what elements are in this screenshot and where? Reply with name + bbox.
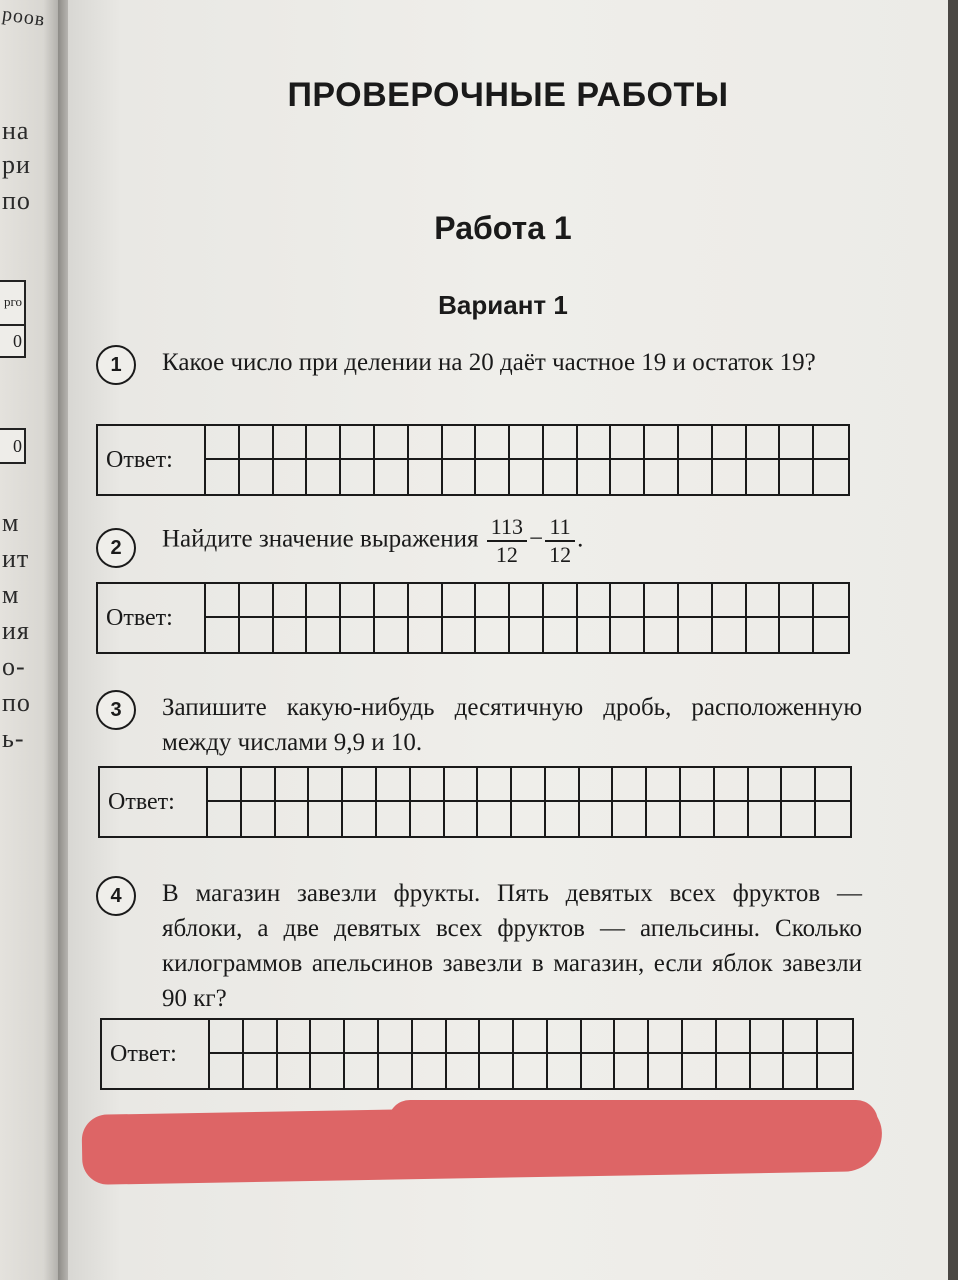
answer-cell[interactable]	[645, 618, 679, 652]
answer-cell[interactable]	[647, 768, 681, 802]
answer-cell[interactable]	[780, 584, 814, 618]
adjacent-page-fragment: ия	[2, 616, 30, 645]
answer-cell[interactable]	[578, 426, 612, 460]
answer-cell[interactable]	[818, 1054, 852, 1088]
answer-cell[interactable]	[544, 426, 578, 460]
answer-label: Ответ:	[102, 1020, 210, 1088]
page-title: ПРОВЕРОЧНЫЕ РАБОТЫ	[287, 76, 729, 114]
answer-cell[interactable]	[782, 768, 816, 802]
answer-cell[interactable]	[341, 426, 375, 460]
fraction-1	[487, 514, 527, 568]
answer-cell[interactable]	[784, 1020, 818, 1054]
answer-cell[interactable]	[683, 1054, 717, 1088]
answer-cell[interactable]	[476, 584, 510, 618]
answer-cell[interactable]	[713, 618, 747, 652]
answer-cell[interactable]	[375, 618, 409, 652]
task-text: В магазин завезли фрукты. Пять девятых всех фруктов — яблоки, а две девятых всех фруктов — апельсины. Сколько килограммов апельсинов завезли в магазин, если яблок завезли 90 кг?	[162, 880, 862, 1012]
variant-title: Вариант 1	[438, 290, 568, 320]
task-text	[162, 514, 862, 568]
answer-cell[interactable]	[240, 426, 274, 460]
answer-cell[interactable]	[582, 1054, 616, 1088]
adjacent-page-fragment: ит	[2, 544, 30, 573]
answer-cell[interactable]	[244, 1020, 278, 1054]
task-number-badge: 4	[96, 876, 136, 916]
answer-cell[interactable]	[814, 460, 848, 494]
adjacent-page-fragment: ри	[2, 150, 31, 179]
answer-cell[interactable]	[717, 1020, 751, 1054]
answer-cell[interactable]	[208, 768, 242, 802]
answer-cell[interactable]	[751, 1020, 785, 1054]
answer-cell[interactable]	[413, 1054, 447, 1088]
answer-cell[interactable]	[447, 1020, 481, 1054]
answer-cell[interactable]	[649, 1020, 683, 1054]
answer-cell[interactable]	[749, 768, 783, 802]
answer-cell[interactable]	[548, 1020, 582, 1054]
answer-cell[interactable]	[274, 618, 308, 652]
answer-cell[interactable]	[582, 1020, 616, 1054]
answer-cell[interactable]	[478, 768, 512, 802]
task-text-lead: Найдите значение выражения	[162, 525, 479, 553]
answer-cell[interactable]	[375, 460, 409, 494]
answer-cell[interactable]	[409, 584, 443, 618]
answer-cell[interactable]	[240, 584, 274, 618]
answer-cell[interactable]	[611, 584, 645, 618]
answer-cell[interactable]	[715, 802, 749, 836]
answer-cell[interactable]	[615, 1054, 649, 1088]
answer-cell[interactable]	[679, 426, 713, 460]
answer-cell[interactable]	[548, 1054, 582, 1088]
answer-cell[interactable]	[613, 802, 647, 836]
adjacent-page-fragment: рго	[0, 280, 26, 326]
answer-box-4	[100, 1018, 854, 1090]
answer-cell[interactable]	[341, 618, 375, 652]
answer-box-3	[98, 766, 852, 838]
answer-cell[interactable]	[717, 1054, 751, 1088]
answer-cell[interactable]	[611, 460, 645, 494]
answer-cell[interactable]	[443, 460, 477, 494]
answer-cell[interactable]	[747, 426, 781, 460]
answer-cells[interactable]	[208, 768, 850, 836]
answer-cell[interactable]	[611, 426, 645, 460]
answer-cell[interactable]	[276, 802, 310, 836]
answer-cell[interactable]	[377, 802, 411, 836]
answer-cell[interactable]	[480, 1020, 514, 1054]
answer-cell[interactable]	[307, 460, 341, 494]
answer-cell[interactable]	[679, 584, 713, 618]
fraction-numerator: 113	[487, 514, 527, 542]
answer-cell[interactable]	[206, 584, 240, 618]
adjacent-page-fragment: 0	[0, 428, 26, 464]
answer-cell[interactable]	[510, 618, 544, 652]
answer-cell[interactable]	[343, 768, 377, 802]
answer-cell[interactable]	[377, 768, 411, 802]
answer-cell[interactable]	[816, 802, 850, 836]
answer-cell[interactable]	[512, 768, 546, 802]
answer-cell[interactable]	[476, 618, 510, 652]
answer-cell[interactable]	[645, 460, 679, 494]
adjacent-page	[0, 0, 62, 1280]
answer-cell[interactable]	[244, 1054, 278, 1088]
answer-cell[interactable]	[375, 584, 409, 618]
answer-cell[interactable]	[713, 426, 747, 460]
adjacent-page-fragment: по	[2, 186, 31, 215]
redaction-mark	[388, 1100, 878, 1144]
answer-cell[interactable]	[309, 802, 343, 836]
answer-cell[interactable]	[379, 1020, 413, 1054]
answer-cell[interactable]	[611, 618, 645, 652]
answer-cell[interactable]	[645, 584, 679, 618]
answer-cell[interactable]	[409, 460, 443, 494]
answer-cell[interactable]	[510, 584, 544, 618]
answer-cell[interactable]	[747, 460, 781, 494]
answer-cell[interactable]	[445, 768, 479, 802]
answer-cell[interactable]	[309, 768, 343, 802]
answer-cell[interactable]	[480, 1054, 514, 1088]
answer-cell[interactable]	[647, 802, 681, 836]
fraction-numerator: 11	[545, 514, 575, 542]
answer-cell[interactable]	[242, 768, 276, 802]
answer-cell[interactable]	[476, 426, 510, 460]
answer-cell[interactable]	[780, 426, 814, 460]
answer-cell[interactable]	[445, 802, 479, 836]
answer-cell[interactable]	[276, 768, 310, 802]
answer-cell[interactable]	[747, 584, 781, 618]
answer-cell[interactable]	[679, 618, 713, 652]
answer-cell[interactable]	[206, 426, 240, 460]
answer-cells[interactable]	[206, 426, 848, 494]
answer-cell[interactable]	[747, 618, 781, 652]
task-number-badge: 3	[96, 690, 136, 730]
answer-box-2	[96, 582, 850, 654]
answer-cell[interactable]	[544, 584, 578, 618]
answer-cell[interactable]	[816, 768, 850, 802]
answer-cell[interactable]	[645, 426, 679, 460]
answer-cell[interactable]	[341, 584, 375, 618]
answer-cell[interactable]	[578, 618, 612, 652]
answer-cell[interactable]	[544, 460, 578, 494]
adjacent-page-fragment: ь-	[2, 724, 25, 753]
answer-cell[interactable]	[307, 618, 341, 652]
answer-cell[interactable]	[784, 1054, 818, 1088]
answer-cell[interactable]	[240, 460, 274, 494]
answer-cell[interactable]	[343, 802, 377, 836]
answer-cells[interactable]	[210, 1020, 852, 1088]
answer-cell[interactable]	[578, 460, 612, 494]
answer-cell[interactable]	[341, 460, 375, 494]
task-number-badge: 1	[96, 345, 136, 385]
answer-cell[interactable]	[379, 1054, 413, 1088]
answer-cell[interactable]	[208, 802, 242, 836]
answer-cell[interactable]	[242, 802, 276, 836]
answer-cell[interactable]	[345, 1020, 379, 1054]
answer-cell[interactable]	[447, 1054, 481, 1088]
answer-cell[interactable]	[307, 584, 341, 618]
answer-cell[interactable]	[780, 618, 814, 652]
worksheet-page	[68, 0, 948, 1280]
answer-cell[interactable]	[409, 618, 443, 652]
answer-cell[interactable]	[613, 768, 647, 802]
answer-cell[interactable]	[345, 1054, 379, 1088]
answer-cell[interactable]	[780, 460, 814, 494]
answer-cell[interactable]	[307, 426, 341, 460]
answer-cell[interactable]	[274, 460, 308, 494]
answer-cell[interactable]	[278, 1020, 312, 1054]
answer-cell[interactable]	[814, 618, 848, 652]
answer-cell[interactable]	[206, 460, 240, 494]
answer-cell[interactable]	[749, 802, 783, 836]
answer-cell[interactable]	[311, 1054, 345, 1088]
answer-cell[interactable]	[818, 1020, 852, 1054]
answer-cell[interactable]	[375, 426, 409, 460]
answer-cell[interactable]	[510, 460, 544, 494]
answer-cell[interactable]	[411, 802, 445, 836]
task-text: Запишите какую-нибудь десятичную дробь, расположенную между числами 9,9 и 10.	[162, 694, 862, 756]
answer-box-1	[96, 424, 850, 496]
answer-cell[interactable]	[580, 768, 614, 802]
answer-cell[interactable]	[578, 584, 612, 618]
answer-cell[interactable]	[210, 1020, 244, 1054]
answer-cell[interactable]	[681, 768, 715, 802]
adjacent-page-fragment: м	[2, 580, 20, 609]
work-title: Работа 1	[434, 210, 572, 246]
answer-cell[interactable]	[409, 426, 443, 460]
answer-cell[interactable]	[715, 768, 749, 802]
answer-cell[interactable]	[478, 802, 512, 836]
answer-label: Ответ:	[98, 584, 206, 652]
fraction-denominator: 12	[549, 542, 572, 567]
task-number-badge: 2	[96, 528, 136, 568]
answer-cell[interactable]	[512, 802, 546, 836]
answer-cell[interactable]	[443, 426, 477, 460]
minus-sign: −	[528, 525, 544, 553]
adjacent-page-fragment: по	[2, 688, 31, 717]
period: .	[577, 525, 584, 553]
answer-cell[interactable]	[274, 584, 308, 618]
answer-label: Ответ:	[98, 426, 206, 494]
answer-label: Ответ:	[100, 768, 208, 836]
adjacent-page-fragment: роов	[0, 3, 47, 31]
answer-cells[interactable]	[206, 584, 848, 652]
answer-cell[interactable]	[814, 584, 848, 618]
answer-cell[interactable]	[544, 618, 578, 652]
answer-cell[interactable]	[443, 618, 477, 652]
answer-cell[interactable]	[782, 802, 816, 836]
adjacent-page-fragment: на	[2, 116, 30, 145]
adjacent-page-fragment: о-	[2, 652, 26, 681]
answer-cell[interactable]	[413, 1020, 447, 1054]
answer-cell[interactable]	[311, 1020, 345, 1054]
answer-cell[interactable]	[713, 460, 747, 494]
answer-cell[interactable]	[514, 1020, 548, 1054]
answer-cell[interactable]	[476, 460, 510, 494]
answer-cell[interactable]	[814, 426, 848, 460]
fraction-2	[545, 514, 575, 568]
answer-cell[interactable]	[443, 584, 477, 618]
answer-cell[interactable]	[679, 460, 713, 494]
answer-cell[interactable]	[683, 1020, 717, 1054]
task-text: Какое число при делении на 20 даёт частное 19 и остаток 19?	[162, 349, 816, 376]
answer-cell[interactable]	[681, 802, 715, 836]
answer-cell[interactable]	[278, 1054, 312, 1088]
answer-cell[interactable]	[580, 802, 614, 836]
answer-cell[interactable]	[206, 618, 240, 652]
answer-cell[interactable]	[615, 1020, 649, 1054]
answer-cell[interactable]	[210, 1054, 244, 1088]
answer-cell[interactable]	[713, 584, 747, 618]
adjacent-page-fragment: м	[2, 508, 20, 537]
adjacent-page-fragment: 0	[0, 324, 26, 358]
fraction-denominator: 12	[495, 542, 518, 567]
answer-cell[interactable]	[240, 618, 274, 652]
answer-cell[interactable]	[514, 1054, 548, 1088]
answer-cell[interactable]	[411, 768, 445, 802]
answer-cell[interactable]	[546, 802, 580, 836]
answer-cell[interactable]	[751, 1054, 785, 1088]
answer-cell[interactable]	[546, 768, 580, 802]
answer-cell[interactable]	[510, 426, 544, 460]
answer-cell[interactable]	[649, 1054, 683, 1088]
answer-cell[interactable]	[274, 426, 308, 460]
